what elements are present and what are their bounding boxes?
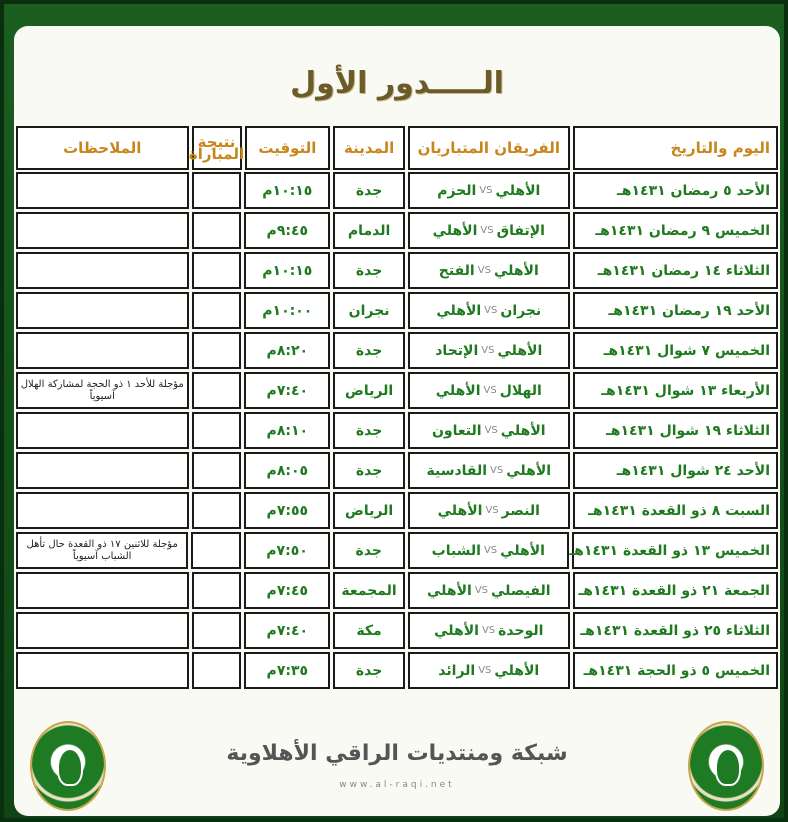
match-city: جدة	[333, 172, 405, 209]
match-time: ١٠:١٥م	[244, 172, 330, 209]
table-row	[16, 252, 778, 289]
vs-label: VS	[485, 505, 499, 516]
home-team: نجران	[500, 302, 542, 319]
match-result	[192, 572, 242, 609]
match-result	[192, 612, 242, 649]
table-row	[16, 452, 778, 489]
match-result	[192, 292, 242, 329]
match-time: ٧:٣٥م	[244, 652, 330, 689]
header-notes: الملاحظات	[16, 126, 189, 170]
vs-label: VS	[484, 305, 498, 316]
match-date: الخميس ٩ رمضان ١٤٣١هـ	[573, 212, 778, 249]
match-result	[192, 452, 242, 489]
home-team: الأهلي	[500, 542, 545, 559]
match-date: الجمعة ٢١ ذو القعدة ١٤٣١هـ	[573, 572, 778, 609]
away-team: الأهلي	[436, 302, 482, 319]
match-teams	[408, 572, 570, 609]
match-date: الثلاثاء ١٩ شوال ١٤٣١هـ	[573, 412, 778, 449]
match-time: ١٠:١٥م	[244, 252, 330, 289]
vs-label: VS	[483, 545, 498, 556]
match-teams	[408, 652, 570, 689]
away-team: الحزم	[437, 182, 477, 199]
table-row	[16, 372, 778, 409]
club-logo-icon	[30, 721, 106, 811]
table-row	[16, 172, 778, 209]
match-time: ٧:٤٠م	[244, 372, 330, 409]
away-team: التعاون	[431, 422, 482, 439]
match-city: نجران	[333, 292, 405, 329]
header-teams: الفريقان المتباريان	[408, 126, 570, 170]
home-team: الأهلي	[494, 662, 540, 679]
match-time: ٧:٥٠م	[244, 532, 330, 569]
match-notes	[16, 652, 189, 689]
match-city: جدة	[333, 652, 405, 689]
vs-label: VS	[474, 585, 489, 596]
table-row	[16, 612, 778, 649]
match-city: جدة	[333, 412, 405, 449]
away-team: الأهلي	[427, 582, 472, 599]
match-date: الأربعاء ١٣ شوال ١٤٣١هـ	[573, 372, 778, 409]
match-time: ٧:٤٠م	[244, 612, 330, 649]
match-date: السبت ٨ ذو القعدة ١٤٣١هـ	[573, 492, 778, 529]
table-row	[16, 412, 778, 449]
match-teams	[408, 172, 570, 209]
match-time: ٨:٢٠م	[244, 332, 330, 369]
table-row	[16, 572, 778, 609]
match-result	[192, 652, 242, 689]
club-logo-icon	[688, 721, 764, 811]
match-teams	[408, 332, 570, 369]
vs-label: VS	[478, 665, 492, 676]
match-time: ٧:٤٥م	[244, 572, 330, 609]
home-team: الإتفاق	[496, 222, 545, 239]
away-team: الأهلي	[435, 382, 481, 399]
match-notes	[16, 292, 189, 329]
fixtures-table	[16, 126, 778, 692]
match-notes	[16, 252, 189, 289]
header-result: نتيجة المباراة	[192, 126, 242, 170]
away-team: الأهلي	[437, 502, 483, 519]
match-teams	[408, 412, 570, 449]
match-city: جدة	[333, 532, 405, 569]
match-notes	[16, 212, 189, 249]
match-notes	[16, 412, 189, 449]
match-teams	[408, 292, 570, 329]
match-city: جدة	[333, 332, 405, 369]
match-result	[192, 372, 242, 409]
header-date: اليوم والتاريخ	[573, 126, 778, 170]
table-body	[16, 172, 778, 689]
match-date: الأحد ١٩ رمضان ١٤٣١هـ	[573, 292, 778, 329]
match-date: الثلاثاء ٢٥ ذو القعدة ١٤٣١هـ	[573, 612, 778, 649]
home-team: الهلال	[499, 382, 542, 399]
table-row	[16, 652, 778, 689]
home-team: الفيصلي	[491, 582, 551, 599]
home-team: النصر	[501, 502, 540, 519]
vs-label: VS	[477, 265, 491, 276]
content-panel	[14, 26, 780, 816]
match-time: ١٠:٠٠م	[244, 292, 330, 329]
table-header-row	[16, 126, 778, 170]
home-team: الوحدة	[498, 622, 544, 639]
table-row	[16, 212, 778, 249]
match-result	[192, 412, 242, 449]
match-date: الخميس ١٣ ذو القعدة ١٤٣١هـ	[572, 532, 778, 569]
table-row	[16, 292, 778, 329]
home-team: الأهلي	[500, 422, 546, 439]
home-team: الأهلي	[497, 342, 543, 359]
page-title: الـــــدور الأول	[290, 66, 504, 101]
match-date: الأحد ٥ رمضان ١٤٣١هـ	[573, 172, 778, 209]
match-city: المجمعة	[333, 572, 405, 609]
match-result	[192, 252, 242, 289]
match-teams	[408, 452, 570, 489]
away-team: الفتح	[438, 262, 475, 279]
match-teams	[408, 532, 569, 569]
match-teams	[408, 612, 570, 649]
match-notes	[16, 492, 189, 529]
match-date: الخميس ٥ ذو الحجة ١٤٣١هـ	[573, 652, 778, 689]
match-time: ٩:٤٥م	[244, 212, 330, 249]
vs-label: VS	[479, 185, 493, 196]
header-city: المدينة	[333, 126, 405, 170]
match-city: جدة	[333, 452, 405, 489]
vs-label: VS	[481, 345, 495, 356]
vs-label: VS	[481, 625, 496, 636]
match-notes	[16, 172, 189, 209]
home-team: الأهلي	[506, 462, 552, 479]
away-team: الأهلي	[434, 622, 479, 639]
match-notes: مؤجلة للاثنين ١٧ ذو القعدة حال تأهل الشباب آسيوياً	[16, 532, 188, 569]
away-team: الأهلي	[432, 222, 478, 239]
footer-site-name: شبكة ومنتديات الراقي الأهلاوية	[226, 741, 568, 766]
match-teams	[408, 492, 570, 529]
home-team: الأهلي	[493, 262, 539, 279]
match-time: ٨:٠٥م	[244, 452, 330, 489]
match-notes: مؤجلة للأحد ١ ذو الحجة لمشاركة الهلال آسيوياً	[16, 372, 189, 409]
match-result	[192, 212, 242, 249]
match-time: ٨:١٠م	[244, 412, 330, 449]
table-row	[16, 492, 778, 529]
table-row	[16, 532, 778, 569]
away-team: القادسية	[426, 462, 488, 479]
match-notes	[16, 332, 189, 369]
match-date: الثلاثاء ١٤ رمضان ١٤٣١هـ	[573, 252, 778, 289]
away-team: الشباب	[431, 542, 481, 559]
match-teams	[408, 372, 570, 409]
vs-label: VS	[484, 425, 498, 436]
match-notes	[16, 612, 189, 649]
match-time: ٧:٥٥م	[244, 492, 330, 529]
match-city: جدة	[333, 252, 405, 289]
away-team: الإتحاد	[435, 342, 479, 359]
match-date: الأحد ٢٤ شوال ١٤٣١هـ	[573, 452, 778, 489]
match-city: الدمام	[333, 212, 405, 249]
header-time: التوقيت	[245, 126, 331, 170]
vs-label: VS	[480, 225, 494, 236]
match-result	[192, 492, 242, 529]
match-city: الرياض	[333, 372, 405, 409]
match-city: الرياض	[333, 492, 405, 529]
home-team: الأهلي	[495, 182, 541, 199]
match-notes	[16, 572, 189, 609]
match-result	[191, 532, 241, 569]
match-city: مكة	[333, 612, 405, 649]
vs-label: VS	[483, 385, 497, 396]
match-teams	[408, 212, 570, 249]
table-row	[16, 332, 778, 369]
match-teams	[408, 252, 570, 289]
match-date: الخميس ٧ شوال ١٤٣١هـ	[573, 332, 778, 369]
vs-label: VS	[490, 465, 504, 476]
match-result	[192, 332, 242, 369]
match-notes	[16, 452, 189, 489]
away-team: الرائد	[438, 662, 476, 679]
footer-url[interactable]: www.al-raqi.net	[339, 780, 455, 790]
match-result	[192, 172, 242, 209]
